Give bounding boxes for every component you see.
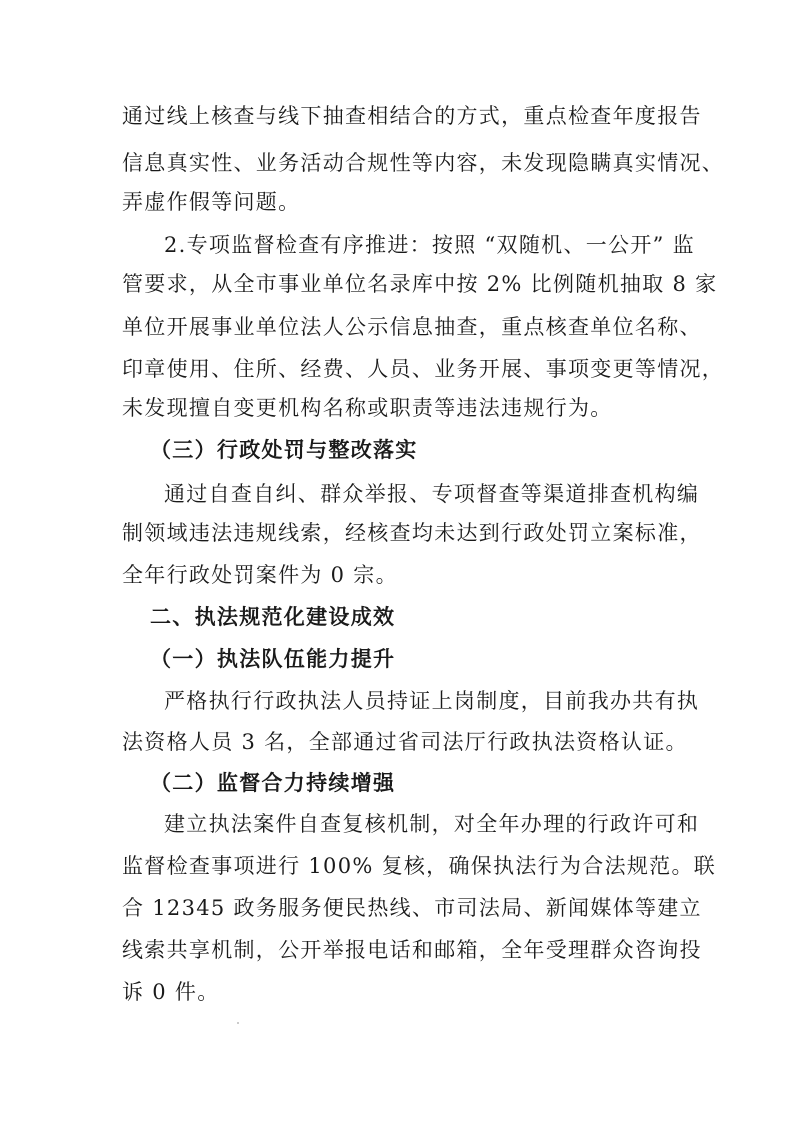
paragraph-line: 未发现擅自变更机构名称或职责等违法违规行为。 — [122, 396, 613, 420]
paragraph-line: 通过自查自纠、群众举报、专项督查等渠道排查机构编 — [164, 482, 700, 506]
paragraph-line: 2.专项监督检查有序推进：按照 “双随机、一公开” 监 — [164, 233, 695, 257]
paragraph-line: 监督检查事项进行 100% 复核，确保执法行为合法规范。联 — [122, 854, 717, 878]
paragraph-line: 印章使用、住所、经费、人员、业务开展、事项变更等情况， — [122, 357, 725, 381]
paragraph-line: 制领域违法违规线索，经核查均未达到行政处罚立案标准， — [122, 521, 702, 545]
paragraph-line: 合 12345 政务服务便民热线、市司法局、新闻媒体等建立 — [122, 896, 702, 920]
section-heading: （三）行政处罚与整改落实 — [150, 438, 418, 462]
paragraph-line: 线索共享机制，公开举报电话和邮箱，全年受理群众咨询投 — [122, 938, 702, 962]
paragraph-line: 管要求，从全市事业单位名录库中按 2% 比例随机抽取 8 家 — [122, 272, 718, 296]
paragraph-line: 信息真实性、业务活动合规性等内容，未发现隐瞒真实情况、 — [122, 151, 725, 175]
paragraph-line: 法资格人员 3 名，全部通过省司法厅行政执法资格认证。 — [122, 730, 688, 754]
paragraph-line: 单位开展事业单位法人公示信息抽查，重点核查单位名称、 — [122, 315, 702, 339]
paragraph-line: 严格执行行政执法人员持证上岗制度，目前我办共有执 — [164, 689, 700, 713]
paragraph-line: 通过线上核查与线下抽查相结合的方式，重点检查年度报告 — [122, 104, 702, 128]
paragraph-line: 建立执法案件自查复核机制，对全年办理的行政许可和 — [164, 812, 700, 836]
scan-speck — [237, 1022, 239, 1024]
paragraph-line: 弄虚作假等问题。 — [122, 190, 301, 214]
chapter-heading: 二、执法规范化建设成效 — [150, 605, 396, 629]
paragraph-line: 诉 0 件。 — [122, 980, 220, 1004]
paragraph-line: 全年行政处罚案件为 0 宗。 — [122, 563, 398, 587]
section-heading: （二）监督合力持续增强 — [150, 771, 396, 795]
section-heading: （一）执法队伍能力提升 — [150, 647, 396, 671]
